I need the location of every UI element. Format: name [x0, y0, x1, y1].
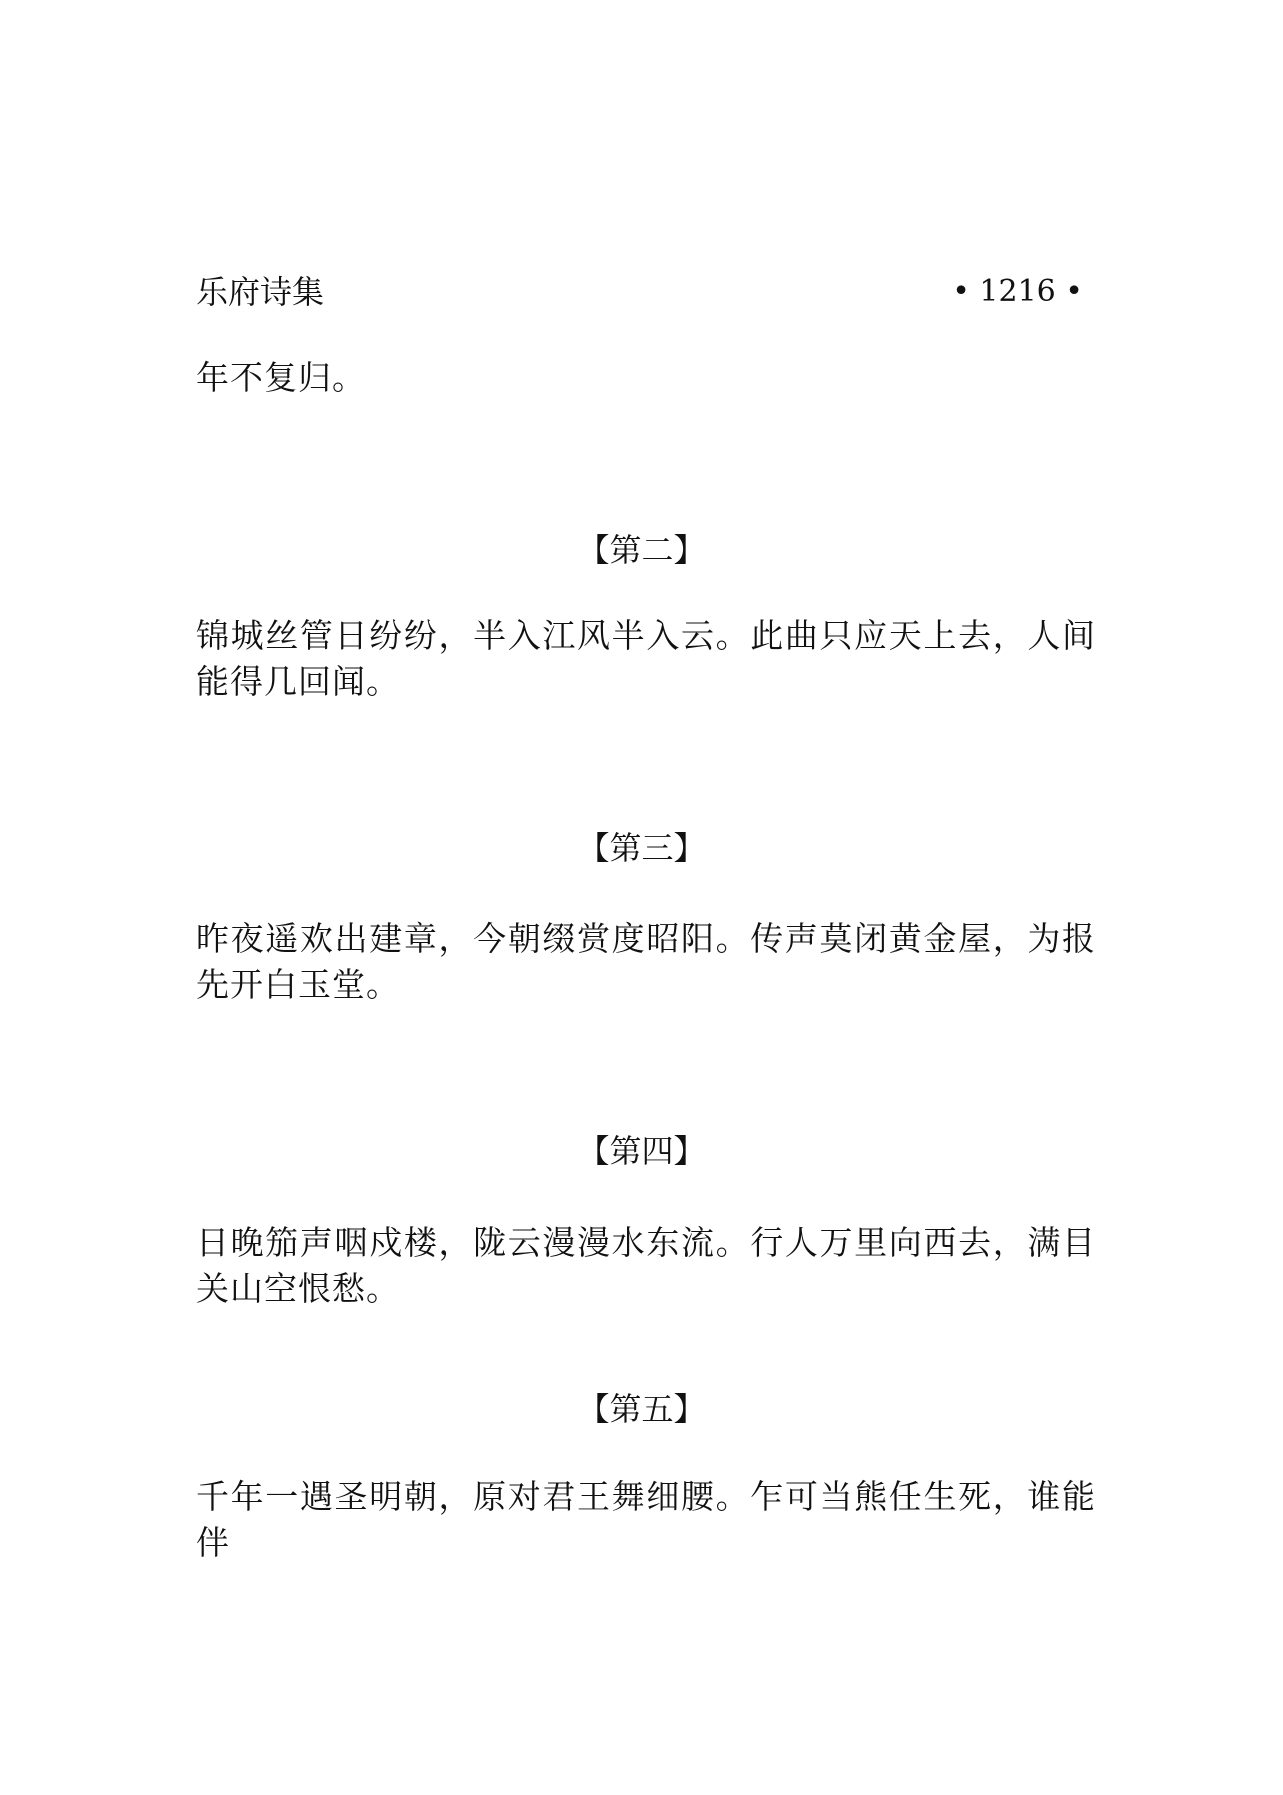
poem-paragraph-5: 千年一遇圣明朝，原对君王舞细腰。乍可当熊任生死，谁能伴 — [196, 1477, 1096, 1562]
page-number: • 1216 • — [952, 274, 1083, 309]
section-heading-4: 【第四】 — [577, 1132, 706, 1170]
poem-paragraph-3: 昨夜遥欢出建章，今朝缀赏度昭阳。传声莫闭黄金屋，为报先开白玉堂。 — [196, 919, 1096, 1004]
section-heading-3: 【第三】 — [577, 829, 706, 867]
continuation-paragraph: 年不复归。 — [196, 358, 366, 397]
book-title: 乐府诗集 — [196, 273, 325, 311]
section-heading-5: 【第五】 — [577, 1390, 706, 1428]
section-heading-2: 【第二】 — [577, 531, 706, 569]
poem-paragraph-2: 锦城丝管日纷纷，半入江风半入云。此曲只应天上去，人间能得几回闻。 — [196, 616, 1096, 701]
poem-paragraph-4: 日晚笳声咽戍楼，陇云漫漫水东流。行人万里向西去，满目关山空恨愁。 — [196, 1223, 1096, 1308]
